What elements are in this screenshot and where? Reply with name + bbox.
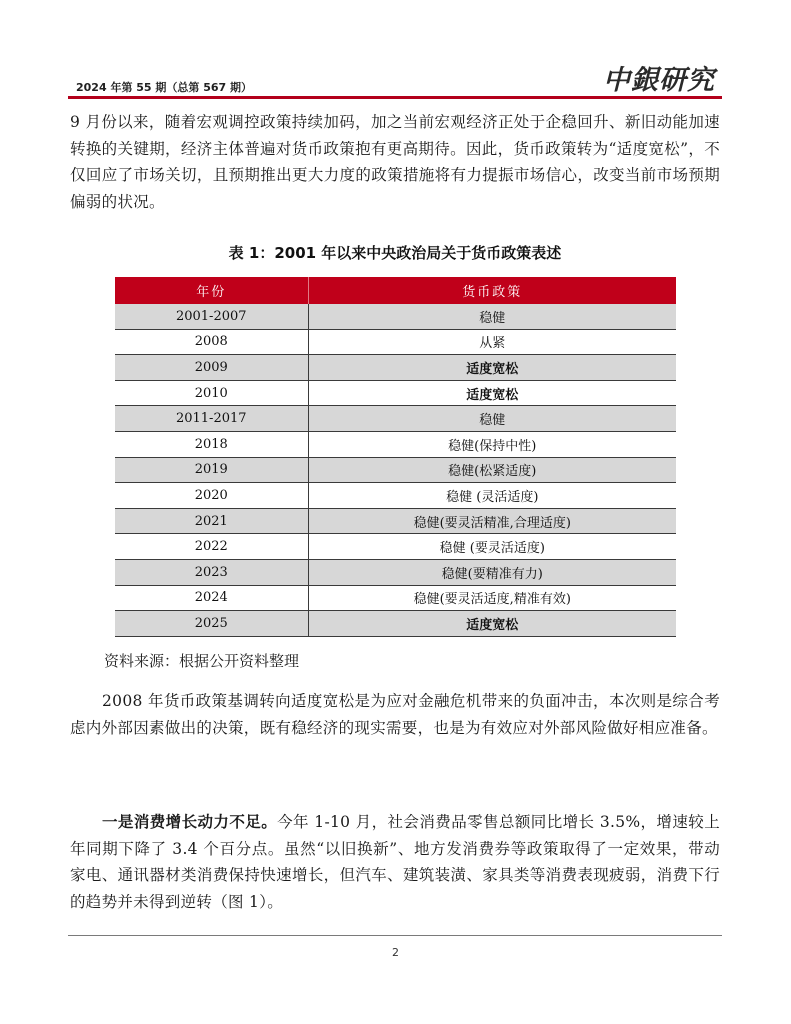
footer-divider (68, 935, 722, 936)
row-year: 2009 (115, 355, 308, 381)
row-policy: 从紧 (308, 329, 676, 355)
row-year: 2022 (115, 534, 308, 560)
table-row (115, 406, 676, 432)
row-policy: 稳健 (灵活适度) (308, 483, 676, 509)
paragraph-intro: 9 月份以来，随着宏观调控政策持续加码，加之当前宏观经济正处于企稳回升、新旧动能加速转换的关键期，经济主体普遍对货币政策抱有更高期待。因此，货币政策转为“适度宽松”，不仅回应了市场关切，且预期推出更大力度的政策措施将有力提振市场信心，改变当前市场预期偏弱的状况。 (70, 113, 720, 211)
row-policy: 稳健 (308, 406, 676, 432)
table-row (115, 431, 676, 457)
table-row (115, 355, 676, 381)
table-row (115, 508, 676, 534)
boc-research-logo: 中銀研究 (603, 65, 715, 96)
paragraph-lead-heading: 一是消费增长动力不足。 (102, 813, 278, 831)
row-year: 2011-2017 (115, 406, 308, 432)
table-header-row (115, 277, 676, 304)
row-policy: 稳健(松紧适度) (308, 457, 676, 483)
header-policy: 货币政策 (308, 277, 676, 304)
header-divider (68, 96, 722, 99)
table-title: 表 1：2001 年以来中央政治局关于货币政策表述 (228, 244, 562, 262)
row-policy: 稳健 (308, 304, 676, 329)
row-policy: 稳健 (要灵活适度) (308, 534, 676, 560)
row-year: 2020 (115, 483, 308, 509)
table-row (115, 534, 676, 560)
row-year: 2001-2007 (115, 304, 308, 329)
table-row (115, 585, 676, 611)
row-year: 2023 (115, 559, 308, 585)
row-policy: 适度宽松 (308, 355, 676, 381)
row-year: 2018 (115, 431, 308, 457)
table-row (115, 457, 676, 483)
table-row (115, 380, 676, 406)
row-policy: 适度宽松 (308, 611, 676, 637)
row-year: 2024 (115, 585, 308, 611)
row-year: 2019 (115, 457, 308, 483)
row-policy: 稳健(要灵活适度,精准有效) (308, 585, 676, 611)
table-source-note: 资料来源：根据公开资料整理 (104, 652, 300, 670)
row-policy: 稳健(保持中性) (308, 431, 676, 457)
row-year: 2025 (115, 611, 308, 637)
issue-number: 2024 年第 55 期（总第 567 期） (76, 81, 253, 94)
table-row (115, 304, 676, 329)
row-year: 2021 (115, 508, 308, 534)
table-row (115, 611, 676, 637)
row-policy: 稳健(要精准有力) (308, 559, 676, 585)
monetary-policy-table (115, 277, 676, 637)
row-year: 2008 (115, 329, 308, 355)
table-row (115, 483, 676, 509)
table-row (115, 329, 676, 355)
row-policy: 适度宽松 (308, 380, 676, 406)
paragraph-2008-comparison: 2008 年货币政策基调转向适度宽松是为应对金融危机带来的负面冲击，本次则是综合考虑内外部因素做出的决策，既有稳经济的现实需要，也是为有效应对外部风险做好相应准备。 (70, 692, 720, 737)
row-year: 2010 (115, 380, 308, 406)
paragraph-consumption (70, 809, 720, 915)
header-year: 年份 (115, 277, 308, 304)
table-row (115, 559, 676, 585)
paragraph-body: 今年 1-10 月，社会消费品零售总额同比增长 3.5%，增速较上年同期下降了 3.4 个百分点。虽然“以旧换新”、地方发消费券等政策取得了一定效果，带动家电、通讯器材类消费保持快速增长，但汽车、建筑装潢、家具类等消费表现疲弱，消费下行的趋势并未得到逆转（图 1）。 (70, 813, 720, 911)
row-policy: 稳健(要灵活精准,合理适度) (308, 508, 676, 534)
page-number: 2 (392, 946, 399, 959)
